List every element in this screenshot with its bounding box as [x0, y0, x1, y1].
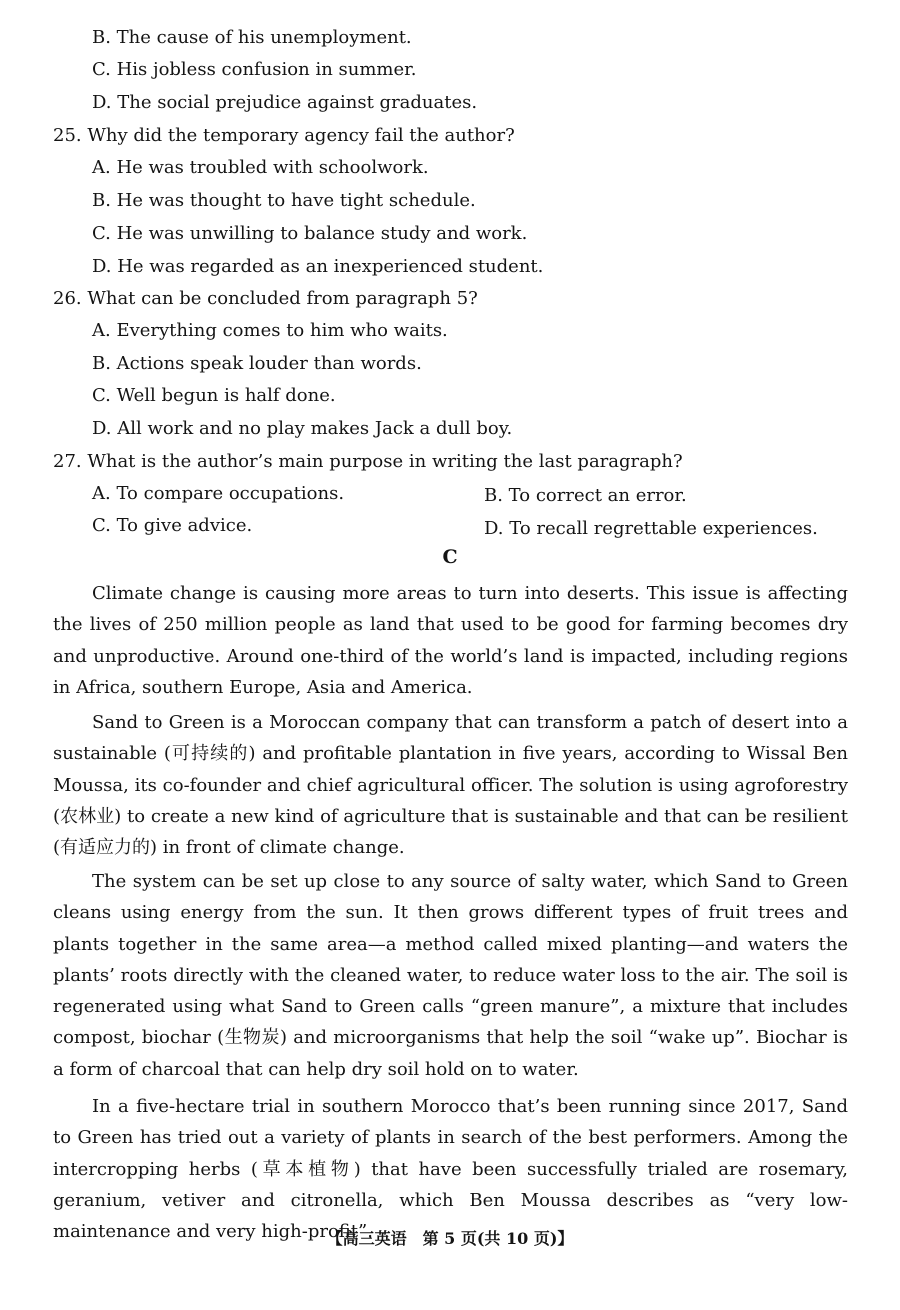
q26-option-a: A. Everything comes to him who waits. [92, 320, 448, 341]
passage-paragraph-1: Climate change is causing more areas to turn into deserts. This issue is affecting the lives of 250 million people as land that used to be good for farming becomes dry and unproductive. Around one-third of the world’s land is impacted, including regions in Africa, southern Europe, Asia and America. [53, 583, 848, 698]
q27-stem: 27. What is the author’s main purpose in writing the last paragraph? [53, 451, 683, 472]
q24-option-d: D. The social prejudice against graduates. [92, 92, 478, 113]
q25-option-d: D. He was regarded as an inexperienced student. [92, 256, 544, 277]
q26-option-d: D. All work and no play makes Jack a dull boy. [92, 418, 513, 439]
section-c-heading: C [442, 546, 458, 568]
q25-option-a: A. He was troubled with schoolwork. [92, 157, 429, 178]
q24-option-b: B. The cause of his unemployment. [92, 27, 412, 48]
passage-paragraph-2: Sand to Green is a Moroccan company that can transform a patch of desert into a sustainable (可持续的) and profitable plantation in five years, according to Wissal Ben Moussa, its co-founder and chief agricultural officer. The solution is using agroforestry (农林业) to create a new kind of agriculture that is sustainable and that can be resilient (有适应力的) in front of climate change. [53, 712, 848, 859]
passage-paragraph-3: The system can be set up close to any source of salty water, which Sand to Green cleans using energy from the sun. It then grows different types of fruit trees and plants together in the same area—a method called mixed planting—and waters the plants’ roots directly with the cleaned water, to reduce water loss to the air. The soil is regenerated using what Sand to Green calls “green manure”, a mixture that includes compost, biochar (生物炭) and microorganisms that help the soil “wake up”. Biochar is a form of charcoal that can help dry soil hold on to water. [53, 871, 848, 1080]
q26-stem: 26. What can be concluded from paragraph 5? [53, 288, 478, 309]
q26-option-c: C. Well begun is half done. [92, 385, 336, 406]
page-footer: 【高三英语 第 5 页(共 10 页)】 [326, 1229, 574, 1248]
passage-paragraph-4: In a five-hectare trial in southern Morocco that’s been running since 2017, Sand to Green has tried out a variety of plants in search of the best performers. Among the intercropping herbs (草本植物) that have been successfully trialed are rosemary, geranium, vetiver and citronella, which Ben Moussa describes as “very low-maintenance and very high-profit”. [53, 1096, 848, 1243]
q25-option-c: C. He was unwilling to balance study and work. [92, 223, 528, 244]
q27-option-c: C. To give advice. [92, 515, 253, 536]
q26-option-b: B. Actions speak louder than words. [92, 353, 422, 374]
q25-stem: 25. Why did the temporary agency fail the author? [53, 125, 515, 146]
q25-option-b: B. He was thought to have tight schedule. [92, 190, 476, 211]
q27-option-b: B. To correct an error. [484, 485, 687, 506]
q27-option-d: D. To recall regrettable experiences. [484, 518, 818, 539]
q24-option-c: C. His jobless confusion in summer. [92, 59, 417, 80]
q27-option-a: A. To compare occupations. [92, 483, 345, 504]
